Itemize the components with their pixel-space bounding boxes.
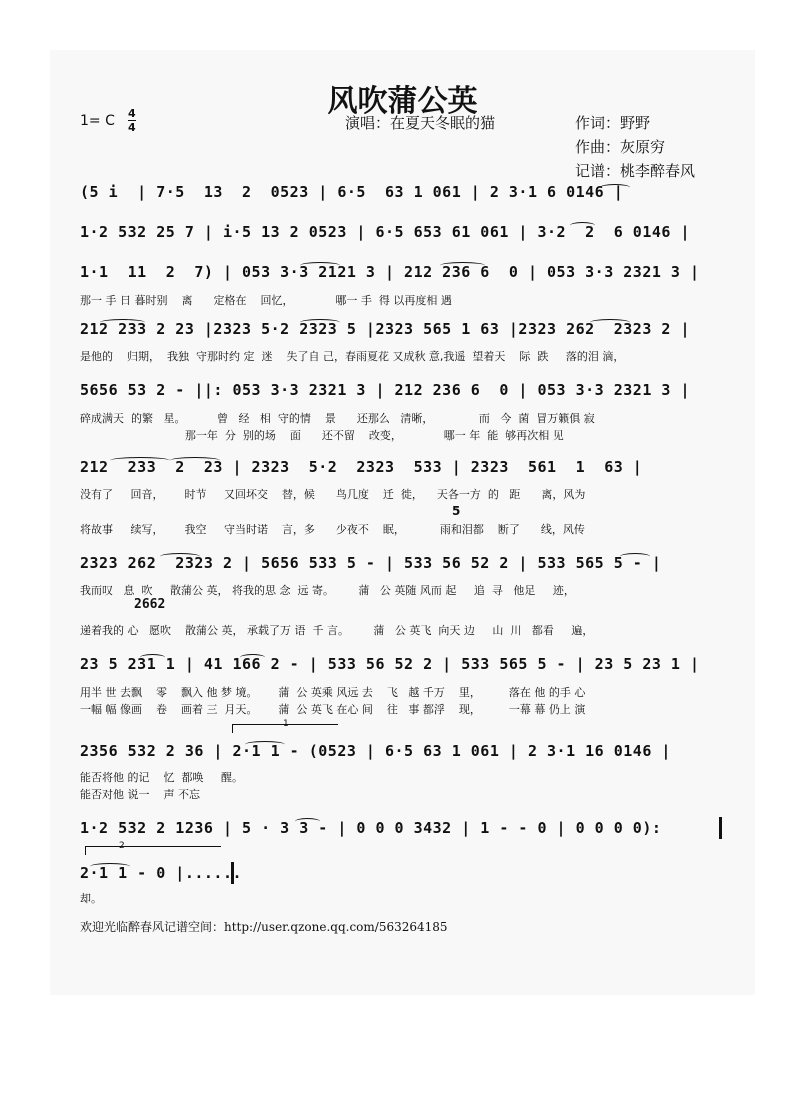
music-row-4: 212 233 2 23 |2323 5·2 2323 5 |2323 565 1 63 |2323 262 2323 2 | <box>80 320 690 338</box>
end-barline <box>231 862 234 884</box>
slur-mark <box>590 319 630 326</box>
slur-mark <box>100 319 145 326</box>
lyric-line-11: 能否将他 的记 忆 都唤 醒。 <box>80 771 243 784</box>
lyric-line-6: 将故事 续写， 我空 守当时诺 言，多 少夜不 眠， 雨和泪都 断了 线，风传 <box>80 523 585 536</box>
song-title: 风吹蒲公英 <box>327 84 478 119</box>
volta-2-bracket <box>85 841 221 855</box>
volta-1-label: 1 <box>283 719 289 729</box>
lyric-line-10: 一幅 幅 像画 卷 画着 三 月天。 蒲 公 英飞 在心 间 往 事 都浮 现， 一幕 幕 仍上 演 <box>80 703 586 716</box>
music-row-7: 2323 262 2323 2 | 5656 533 5 - | 533 56 52 2 | 533 565 5 - | <box>80 554 662 572</box>
lyric-line-3: 碎成满天 的繁 星。 曾 经 相 守的情 景 还那么 清晰， 而 今 菌 冒万籁俱 寂 <box>80 412 595 425</box>
slur-mark <box>295 818 320 825</box>
time-signature-top: 4 <box>128 107 136 120</box>
slur-mark <box>170 457 220 464</box>
music-row-3: 1·1 11 2 7) | 053 3·3 2121 3 | 212 236 6 0 | 053 3·3 2321 3 | <box>80 263 700 281</box>
music-row-9: 2356 532 2 36 | 2·1 1 - (0523 | 6·5 63 1 061 | 2 3·1 16 0146 | <box>80 742 671 760</box>
time-signature <box>128 108 136 133</box>
volta-1-bracket <box>232 719 338 733</box>
slur-mark <box>110 457 170 464</box>
notation-by: 记谱：桃李醉春风 <box>575 162 696 180</box>
slur-mark <box>140 654 165 661</box>
slur-mark <box>570 222 595 229</box>
lyric-line-12: 能否对他 说一 声 不忘 <box>80 788 200 801</box>
slur-mark <box>240 654 265 661</box>
lyricist: 作词：野野 <box>575 114 651 132</box>
key-signature: 1= C <box>80 113 115 129</box>
slur-mark <box>300 319 340 326</box>
music-row-2: 1·2 532 25 7 | i·5 13 2 0523 | 6·5 653 61 061 | 3·2 2 6 0146 | <box>80 223 690 241</box>
lyric-line-1: 那一 手 日 暮时别 离 定格在 回忆， 哪一 手 得 以再度相 遇 <box>80 294 452 307</box>
lyric-line-8: 递着我的 心 愿吹 散蒲公 英， 承载了万 语 千 言。 蒲 公 英飞 向天 边 山 川 都看 遍， <box>80 624 594 637</box>
lyric-line-2: 是他的 归期， 我独 守那时约 定 迷 失了自 己，春雨夏花 又成秋 意,我遥 望着天 际 跌 落的泪 滴， <box>80 350 625 363</box>
slur-mark <box>620 553 650 560</box>
footer-note: 欢迎光临醉春风记谱空间：http://user.qzone.qq.com/563264185 <box>80 920 448 934</box>
lyric-line-7: 我而叹 息 吹 散蒲公 英， 将我的思 念 远 寄。 蒲 公 英随 风而 起 追 寻 他足 迹， <box>80 584 575 597</box>
singer: 演唱：在夏天冬眠的猫 <box>345 114 496 132</box>
lyric-note-2662: 2662 <box>134 597 166 612</box>
lyric-note-5: 5 <box>452 504 461 518</box>
music-row-10: 1·2 532 2 1236 | 5 · 3 3 - | 0 0 0 3432 | 1 - - 0 | 0 0 0 0): <box>80 819 662 837</box>
lyric-line-5: 没有了 回音， 时节 又回坏交 替，候 鸟几度 迁 徙， 天各一方 的 距 离，风为 <box>80 488 586 501</box>
slur-mark <box>245 741 285 748</box>
slur-mark <box>600 184 630 191</box>
lyric-line-9: 用半 世 去飘 零 飘入 他 梦 境。 蒲 公 英乘 风远 去 飞 越 千万 里， 落在 他 的手 心 <box>80 686 586 699</box>
slur-mark <box>90 863 130 870</box>
slur-mark <box>440 262 485 269</box>
music-row-5: 5656 53 2 - ||: 053 3·3 2321 3 | 212 236 6 0 | 053 3·3 2321 3 | <box>80 381 690 399</box>
lyric-line-4: 那一年 分 别的场 面 还不留 改变， 哪一 年 能 够再次相 见 <box>80 429 564 442</box>
lyric-line-13: 却。 <box>80 892 102 905</box>
music-row-11: 2·1 1 - 0 |...... <box>80 864 243 882</box>
music-row-6: 212 233 2 23 | 2323 5·2 2323 533 | 2323 561 1 63 | <box>80 458 643 476</box>
music-row-1: (5 i | 7·5 13 2 0523 | 6·5 63 1 061 | 2 3·1 6 0146 | <box>80 183 624 201</box>
final-barline <box>719 817 722 839</box>
composer: 作曲：灰原穷 <box>575 138 666 156</box>
slur-mark <box>300 262 340 269</box>
volta-2-label: 2 <box>119 841 125 851</box>
time-signature-bottom: 4 <box>128 121 136 134</box>
music-row-8: 23 5 231 1 | 41 166 2 - | 533 56 52 2 | 533 565 5 - | 23 5 23 1 | <box>80 655 700 673</box>
slur-mark <box>160 553 200 560</box>
